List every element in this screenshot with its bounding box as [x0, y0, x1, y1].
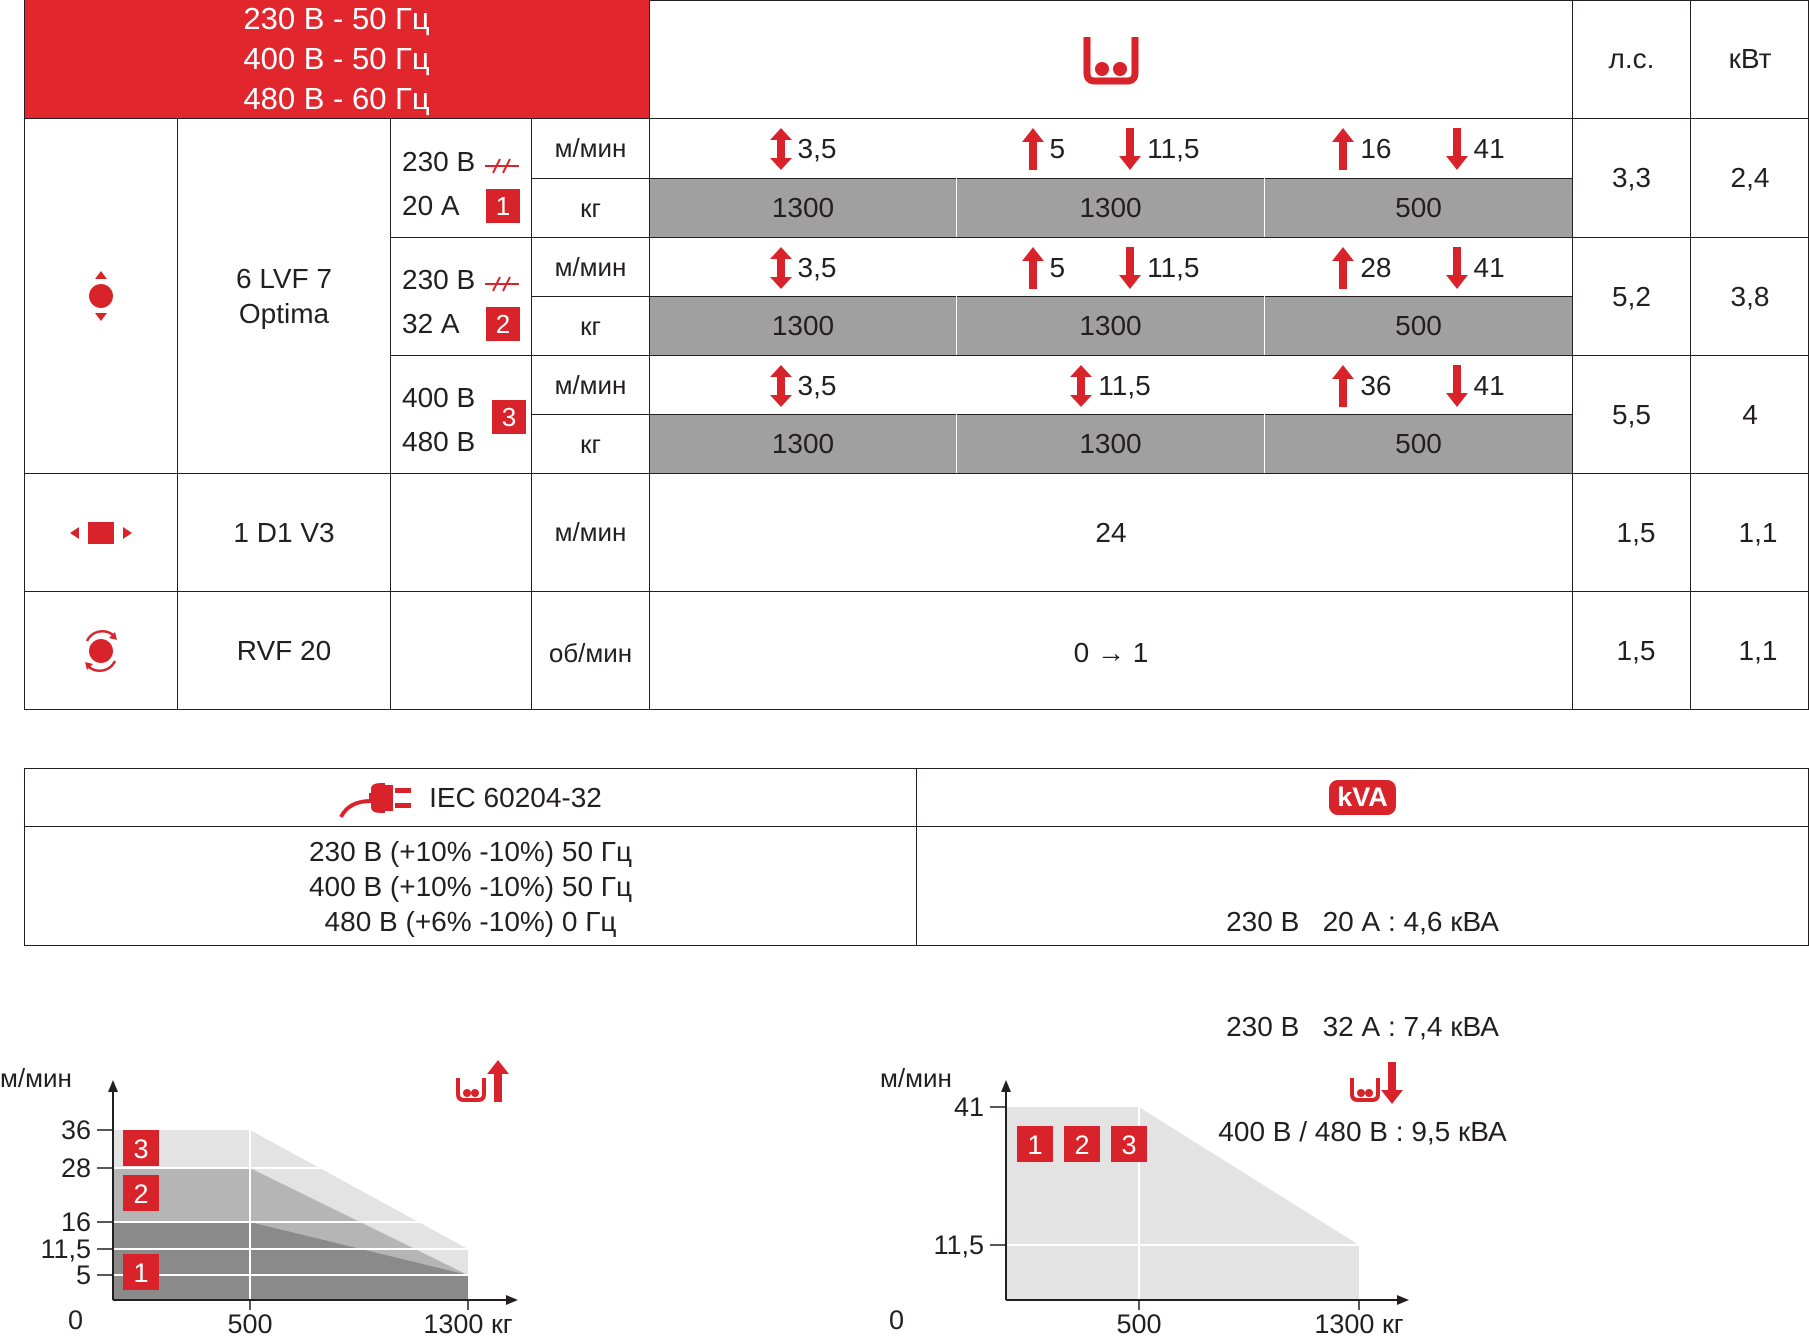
- travel-model: 1 D1 V3: [233, 516, 335, 548]
- travel-hp: 1,5: [1616, 516, 1656, 548]
- speed-value: 41: [1473, 132, 1505, 164]
- speed-value: 11,5: [1147, 251, 1200, 283]
- speed-value: 5: [1049, 251, 1066, 283]
- arrow-down-icon: [1446, 128, 1468, 170]
- speed-cell: [650, 238, 956, 297]
- load-value: 1300: [1079, 428, 1142, 459]
- config-tag-label: 2: [1074, 1130, 1090, 1160]
- speed-value-group: [1070, 365, 1150, 407]
- travel-unit: м/мин: [554, 517, 627, 547]
- kw-header: кВт: [1728, 43, 1772, 74]
- arrow-up-icon: [1332, 128, 1354, 170]
- speed-value-group: [1446, 247, 1505, 289]
- x-axis-arrow: [1397, 1295, 1409, 1305]
- supply-cell-1: 230 В 20 А 1: [402, 140, 530, 230]
- config-tag-label: 3: [1121, 1130, 1137, 1160]
- rotation-icon: [79, 629, 123, 673]
- config-tag-label: 1: [1027, 1130, 1043, 1160]
- hoist-model-sub: Optima: [238, 298, 330, 329]
- speed-unit-2: м/мин: [554, 251, 627, 282]
- speed-value-group: [1022, 128, 1066, 170]
- chart-lifting-up: [0, 1050, 560, 1336]
- speed-unit-1: м/мин: [554, 133, 627, 163]
- speed-cell: [957, 238, 1264, 297]
- x-tick-label: 1300 кг: [1314, 1309, 1404, 1336]
- hoist-motion-cell: [25, 119, 177, 473]
- hoist-model: 6 LVF 7: [236, 263, 332, 294]
- rotation-model: RVF 20: [236, 634, 332, 666]
- rotation-unit: об/мин: [548, 637, 633, 668]
- rotation-kw: 1,1: [1738, 634, 1778, 666]
- single-phase-icon: [483, 154, 521, 174]
- speed-cell: [957, 356, 1264, 415]
- speed-cell: [1265, 119, 1572, 178]
- speed-value-group: [770, 128, 837, 170]
- speed-value-group: [1332, 128, 1391, 170]
- arrow-up-down-icon: [770, 365, 792, 407]
- speed-cell: [650, 119, 956, 178]
- load-value: 1300: [1079, 310, 1142, 341]
- speed-unit-3: м/мин: [554, 369, 627, 400]
- speed-value: 3,5: [797, 369, 837, 401]
- travel-kw: 1,1: [1738, 516, 1778, 548]
- kva-value: 400 В / 480 В : 9,5 кВА: [1218, 1116, 1507, 1147]
- kw-value: 3,8: [1730, 280, 1770, 312]
- load-value: 500: [1395, 310, 1442, 341]
- config-tag-label: 1: [133, 1258, 149, 1288]
- hp-header: л.с.: [1608, 43, 1655, 74]
- speed-value: 11,5: [1147, 132, 1200, 164]
- voltage-line-2: 400 В - 50 Гц: [243, 41, 430, 76]
- arrow-up-down-icon: [770, 247, 792, 289]
- kw-value: 2,4: [1730, 162, 1770, 193]
- area-series-all: [1006, 1107, 1359, 1300]
- hook-header-cell: [650, 0, 1572, 118]
- arrow-up-down-icon: [1070, 365, 1092, 407]
- speed-value-group: [1119, 247, 1199, 289]
- speed-value: 36: [1360, 369, 1392, 401]
- hp-value: 3,3: [1612, 162, 1651, 193]
- speed-value: 28: [1360, 251, 1392, 283]
- arrow-up-icon: [1022, 128, 1044, 170]
- speed-value: 3,5: [797, 132, 837, 164]
- plug-icon: [339, 777, 419, 819]
- y-tick-label: 11,5: [40, 1234, 91, 1264]
- kva-icon: kVA: [1329, 780, 1396, 815]
- single-phase-icon: [483, 272, 521, 292]
- voltage-header: [24, 0, 649, 118]
- vertical-motion-icon: [86, 271, 116, 321]
- supply-tolerance: 400 В (+10% -10%) 50 Гц: [308, 871, 633, 902]
- speed-value: 41: [1473, 251, 1505, 283]
- x-axis-arrow: [506, 1295, 518, 1305]
- y-axis-arrow: [1001, 1080, 1011, 1092]
- speed-cell: [650, 356, 956, 415]
- speed-value-group: [770, 365, 837, 407]
- arrow-up-icon: [1332, 247, 1354, 289]
- speed-cell: [1265, 356, 1572, 415]
- speed-value: 41: [1473, 369, 1505, 401]
- speed-value: 11,5: [1098, 369, 1151, 401]
- speed-value: 16: [1360, 132, 1392, 164]
- voltage-line-3: 480 В - 60 Гц: [243, 81, 430, 116]
- speed-cell: [957, 119, 1264, 178]
- chart-lowering-down: [860, 1050, 1420, 1336]
- speed-value-group: [1022, 247, 1066, 289]
- x-tick-label: 0: [889, 1305, 905, 1335]
- config-tag-3: 3: [492, 400, 526, 434]
- iec-header: [25, 769, 916, 826]
- arrow-up-icon: [1022, 247, 1044, 289]
- config-tag-1: 1: [486, 189, 520, 223]
- y-tick-label: 16: [60, 1207, 91, 1237]
- config-tag-2: 2: [486, 307, 520, 341]
- y-tick-label: 36: [60, 1115, 91, 1145]
- arrow-down-icon: [1119, 128, 1141, 170]
- arrow-up-icon: [1332, 365, 1354, 407]
- speed-value-group: [1332, 365, 1391, 407]
- hook-icon: [1082, 33, 1140, 85]
- load-value: 500: [1395, 192, 1442, 223]
- config-tag-label: 2: [133, 1179, 149, 1209]
- load-unit-2: кг: [580, 310, 601, 341]
- voltage-line-1: 230 В - 50 Гц: [243, 1, 430, 36]
- load-unit-1: кг: [580, 192, 601, 223]
- y-tick-label: 41: [953, 1092, 984, 1122]
- load-value: 1300: [1079, 192, 1142, 223]
- y-tick-label: 11,5: [933, 1230, 984, 1260]
- config-tag-label: 3: [133, 1134, 149, 1164]
- x-tick-label: 500: [227, 1309, 273, 1336]
- supply-cell-2: 230 В 32 А 2: [402, 258, 530, 348]
- travel-icon-cell: [25, 474, 177, 591]
- hp-value: 5,2: [1612, 280, 1651, 312]
- y-axis-arrow: [108, 1080, 118, 1092]
- horizontal-motion-icon: [70, 520, 132, 546]
- speed-value-group: [770, 247, 837, 289]
- speed-cell: [1265, 238, 1572, 297]
- speed-value-group: [1119, 128, 1199, 170]
- y-axis-label: м/мин: [0, 1063, 72, 1093]
- load-value: 500: [1395, 428, 1442, 459]
- kva-header: [917, 769, 1808, 826]
- speed-value-group: [1332, 247, 1391, 289]
- supply-tolerance: 230 В (+10% -10%) 50 Гц: [308, 836, 633, 867]
- hook-up-icon: [458, 1060, 509, 1102]
- kva-value: 230 В 20 А : 4,6 кВА: [1226, 906, 1499, 937]
- hoist-model-cell: [178, 119, 390, 473]
- hook-down-icon: [1352, 1062, 1403, 1104]
- load-unit-3: кг: [580, 428, 601, 459]
- kw-value: 4: [1742, 398, 1758, 430]
- travel-value: 24: [1095, 516, 1127, 548]
- speed-value: 5: [1049, 132, 1066, 164]
- arrow-down-icon: [1446, 247, 1468, 289]
- load-value: 1300: [771, 310, 835, 341]
- hp-value: 5,5: [1612, 398, 1651, 430]
- x-tick-label: 1300 кг: [423, 1309, 513, 1336]
- speed-value: 3,5: [797, 251, 837, 283]
- load-value: 1300: [771, 428, 835, 459]
- y-tick-label: 28: [60, 1153, 91, 1183]
- rotation-icon-cell: [25, 592, 177, 709]
- load-value: 1300: [771, 192, 835, 223]
- rotation-value: 0 → 1: [1073, 637, 1149, 668]
- iec-standard: IEC 60204-32: [429, 781, 602, 813]
- speed-value-group: [1446, 128, 1505, 170]
- x-tick-label: 500: [1116, 1309, 1162, 1336]
- arrow-down-icon: [1446, 365, 1468, 407]
- arrow-up-down-icon: [770, 128, 792, 170]
- y-axis-label: м/мин: [880, 1063, 952, 1093]
- supply-tolerance: 480 В (+6% -10%) 0 Гц: [324, 906, 617, 937]
- speed-value-group: [1446, 365, 1505, 407]
- supply-cell-3: 400 В 480 В 3: [402, 376, 530, 466]
- arrow-down-icon: [1119, 247, 1141, 289]
- supply-tolerances: [25, 834, 916, 939]
- rotation-hp: 1,5: [1616, 634, 1656, 666]
- y-tick-label: 5: [75, 1260, 91, 1290]
- x-tick-label: 0: [67, 1305, 83, 1335]
- kva-value: 230 В 32 А : 7,4 кВА: [1226, 1011, 1499, 1042]
